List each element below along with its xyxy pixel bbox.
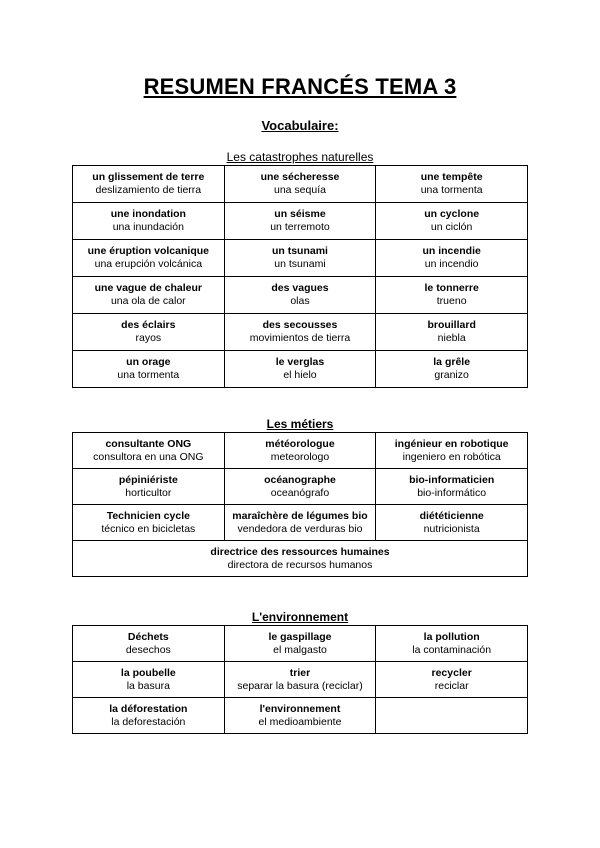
- vocab-cell: [376, 240, 528, 277]
- spanish-translation: directora de recursos humanos: [227, 558, 373, 571]
- french-term: la poubelle: [120, 666, 176, 679]
- vocab-cell: [376, 166, 528, 203]
- vocab-cell: [376, 626, 528, 662]
- spanish-translation: trueno: [436, 295, 467, 307]
- french-term: ingénieur en robotique: [394, 437, 509, 450]
- spanish-translation: una inundación: [112, 221, 184, 233]
- french-term: météorologue: [265, 437, 335, 450]
- vocab-cell: [376, 469, 528, 505]
- french-term: le gaspillage: [268, 630, 332, 643]
- french-term: une vague de chaleur: [94, 282, 203, 294]
- spanish-translation: niebla: [437, 332, 466, 344]
- vocab-cell: [224, 351, 376, 388]
- table-catastrophes: [72, 165, 528, 388]
- french-term: une tempête: [420, 171, 483, 183]
- french-term: océanographe: [264, 473, 336, 486]
- table-metiers: [72, 432, 528, 577]
- french-term: des vagues: [271, 282, 329, 294]
- vocab-cell: [376, 314, 528, 351]
- vocab-cell: [73, 626, 225, 662]
- empty-cell: [376, 698, 528, 734]
- spanish-translation: una erupción volcánica: [94, 258, 203, 270]
- spanish-translation: el hielo: [283, 369, 317, 381]
- vocab-cell: [73, 203, 225, 240]
- vocab-cell: [376, 433, 528, 469]
- spanish-translation: vendedora de verduras bio: [237, 522, 363, 535]
- table-row: [73, 166, 528, 203]
- spanish-translation: la contaminación: [412, 643, 492, 656]
- table-row: [73, 505, 528, 541]
- vocab-cell: [376, 351, 528, 388]
- vocab-cell: [224, 469, 376, 505]
- vocab-cell: [73, 662, 225, 698]
- spanish-translation: oceanógrafo: [270, 486, 330, 499]
- table-environnement: [72, 625, 528, 734]
- french-term: diététicienne: [419, 509, 484, 522]
- vocab-cell: [224, 314, 376, 351]
- french-term: la grêle: [433, 356, 471, 368]
- vocab-cell: [73, 541, 528, 577]
- vocabulary-subtitle: Vocabulaire:: [261, 118, 339, 133]
- spanish-translation: la deforestación: [111, 715, 186, 728]
- spanish-translation: desechos: [125, 643, 171, 656]
- french-term: maraîchère de légumes bio: [232, 509, 368, 522]
- french-term: un séisme: [274, 208, 326, 220]
- spanish-translation: técnico en bicicletas: [101, 522, 196, 535]
- french-term: l'environnement: [259, 702, 341, 715]
- vocab-cell: [73, 505, 225, 541]
- vocab-cell: [224, 166, 376, 203]
- vocab-cell: [224, 203, 376, 240]
- table-row: [73, 203, 528, 240]
- spanish-translation: reciclar: [434, 679, 469, 692]
- vocab-cell: [224, 662, 376, 698]
- table-row: [73, 240, 528, 277]
- french-term: bio-informaticien: [409, 473, 495, 486]
- spanish-translation: el medioambiente: [258, 715, 342, 728]
- french-term: Déchets: [127, 630, 169, 643]
- french-term: Technicien cycle: [106, 509, 190, 522]
- spanish-translation: bio-informático: [417, 486, 487, 499]
- vocab-cell: [73, 277, 225, 314]
- vocab-cell: [73, 469, 225, 505]
- french-term: des secousses: [262, 319, 338, 331]
- vocab-cell: [73, 166, 225, 203]
- french-term: le tonnerre: [424, 282, 479, 294]
- french-term: des éclairs: [121, 319, 176, 331]
- table-row: [73, 662, 528, 698]
- section-heading-environnement: L'environnement: [251, 610, 349, 624]
- spanish-translation: ingeniero en robótica: [402, 450, 501, 463]
- spanish-translation: horticultor: [125, 486, 172, 499]
- french-term: une inondation: [110, 208, 186, 220]
- french-term: brouillard: [427, 319, 476, 331]
- spanish-translation: una tormenta: [420, 184, 483, 196]
- vocab-cell: [376, 277, 528, 314]
- spanish-translation: un tsunami: [274, 258, 326, 270]
- french-term: un orage: [126, 356, 171, 368]
- spanish-translation: movimientos de tierra: [249, 332, 351, 344]
- vocab-cell: [376, 662, 528, 698]
- spanish-translation: un ciclón: [430, 221, 473, 233]
- section-heading-catastrophes: Les catastrophes naturelles: [226, 150, 374, 164]
- spanish-translation: un terremoto: [270, 221, 330, 233]
- french-term: directrice des ressources humaines: [210, 545, 390, 558]
- vocab-cell: [224, 433, 376, 469]
- spanish-translation: rayos: [135, 332, 162, 344]
- french-term: pépiniériste: [118, 473, 178, 486]
- vocab-cell: [224, 698, 376, 734]
- vocab-cell: [73, 314, 225, 351]
- table-row: [73, 314, 528, 351]
- french-term: le verglas: [275, 356, 325, 368]
- spanish-translation: un incendio: [424, 258, 479, 270]
- vocab-cell: [73, 351, 225, 388]
- vocab-cell: [73, 698, 225, 734]
- table-row: [73, 469, 528, 505]
- vocab-cell: [73, 433, 225, 469]
- spanish-translation: meteorologo: [270, 450, 330, 463]
- table-row: [73, 626, 528, 662]
- french-term: un glissement de terre: [92, 171, 205, 183]
- spanish-translation: granizo: [434, 369, 469, 381]
- section-heading-metiers: Les métiers: [266, 417, 334, 431]
- french-term: la déforestation: [109, 702, 188, 715]
- spanish-translation: nutricionista: [423, 522, 480, 535]
- page-title: RESUMEN FRANCÉS TEMA 3: [143, 74, 457, 99]
- french-term: une sécheresse: [260, 171, 340, 183]
- vocab-cell: [376, 203, 528, 240]
- table-row: [73, 433, 528, 469]
- french-term: trier: [289, 666, 311, 679]
- spanish-translation: el malgasto: [273, 643, 327, 656]
- spanish-translation: consultora en una ONG: [93, 450, 204, 463]
- spanish-translation: una ola de calor: [110, 295, 186, 307]
- french-term: un incendie: [422, 245, 481, 257]
- spanish-translation: olas: [290, 295, 310, 307]
- spanish-translation: la basura: [126, 679, 170, 692]
- spanish-translation: deslizamiento de tierra: [95, 184, 202, 196]
- vocab-cell: [224, 277, 376, 314]
- spanish-translation: una tormenta: [117, 369, 180, 381]
- vocab-cell: [376, 505, 528, 541]
- table-row: [73, 277, 528, 314]
- french-term: un cyclone: [424, 208, 480, 220]
- french-term: un tsunami: [271, 245, 328, 257]
- french-term: la pollution: [423, 630, 480, 643]
- spanish-translation: una sequía: [274, 184, 326, 196]
- table-row: [73, 351, 528, 388]
- french-term: consultante ONG: [105, 437, 192, 450]
- table-row: [73, 541, 528, 577]
- vocab-cell: [224, 626, 376, 662]
- spanish-translation: separar la basura (reciclar): [237, 679, 363, 692]
- vocab-cell: [224, 240, 376, 277]
- french-term: une éruption volcanique: [87, 245, 209, 257]
- table-row: [73, 698, 528, 734]
- french-term: recycler: [431, 666, 472, 679]
- vocab-cell: [73, 240, 225, 277]
- vocab-cell: [224, 505, 376, 541]
